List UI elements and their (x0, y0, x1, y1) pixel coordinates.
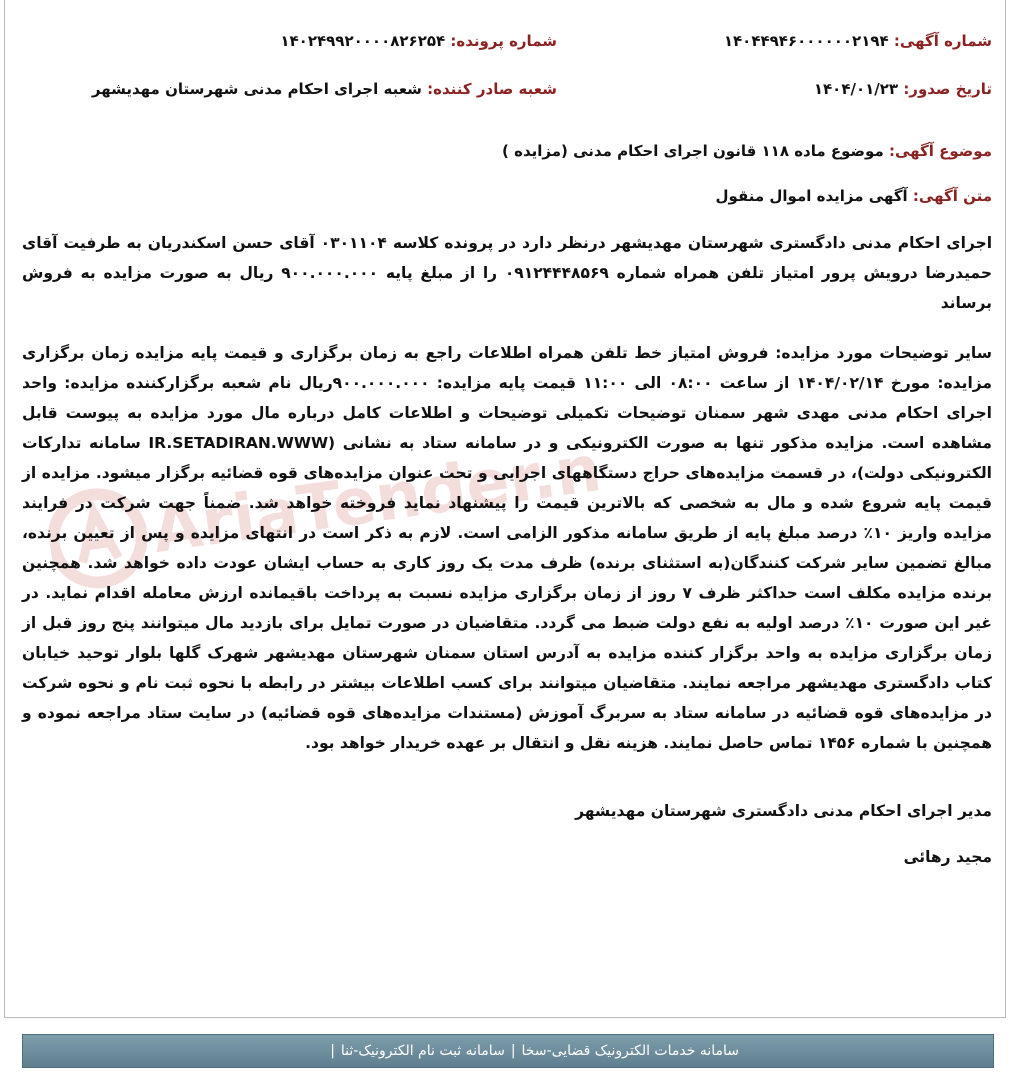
ad-number (724, 32, 992, 50)
paragraph-2: سایر توضیحات مورد مزایده: فروش امتیاز خط تلفن همراه اطلاعات راجع به زمان برگزاری و قیمت پایه مزایده زمان برگزاری مزایده: مورخ ۱۴۰۴/۰۲/۱۴ از ساعت ۰۸:۰۰ الی ۱۱:۰۰ قیمت پایه مزایده: ۹۰۰.۰۰۰.۰۰۰ریال نام شعبه برگزارکننده مزایده: واحد اجرای احکام مدنی مهدی شهر سمنان توضیحات تکمیلی توضیحات و اطلاعات کامل درباره مال مورد مزایده به پیوست قابل مشاهده است. مزایده مذکور تنها به صورت الکترونیکی و در سامانه ستاد به نشانی (IR.SETADIRAN.WWW سامانه تدارکات الکترونیکی دولت)، در قسمت مزایده‌های حراج دستگاههای اجرایی و تحت عنوان مزایده‌های قوه قضائیه برگزار میشود. مزایده از قیمت پایه شروع شده و مال به شخصی که بالاترین قیمت را پیشنهاد نماید فروخته خواهد شد. ضمناً جهت شرکت در فرایند مزایده واریز ۱۰٪ درصد مبلغ پایه از طریق سامانه مذکور الزامی است. لازم به ذکر است در انتهای مزایده و پس از تعیین برنده، مبالغ تضمین سایر شرکت کنندگان(به استثنای برنده) ظرف مدت یک روز کاری به حساب ایشان عودت داده خواهد شد. همچنین برنده مزایده مکلف است حداکثر ظرف ۷ روز از زمان برگزاری مزایده نسبت به پرداخت باقیمانده ارزش معامله اقدام نماید. در غیر این صورت ۱۰٪ درصد اولیه به نفع دولت ضبط می گردد. متقاضیان در صورت تمایل برای بازدید مال میتوانند پنج روز قبل از زمان برگزاری مزایده به واحد برگزار کننده مزایده به آدرس استان سمنان شهرستان مهدیشهر شهرک گلها بلوار توحید خیابان کتاب دادگستری مهدیشهر مراجعه نمایند. متقاضیان میتوانند برای کسب اطلاعات بیشتر در رابطه با نحوه ثبت نام و نحوه شرکت در مزایده‌های قوه قضائیه در سامانه ستاد به سربرگ آموزش (مستندات مزایده‌های قوه قضائیه) در سایت ستاد مراجعه نموده و همچنین با شماره ۱۴۵۶ تماس حاصل نمایند. هزینه نقل و انتقال بر عهده خریدار خواهد بود. (22, 344, 992, 752)
footer-separator: | (510, 1043, 516, 1059)
text-heading-row (18, 187, 992, 213)
case-number-label: شماره پرونده: (450, 32, 557, 50)
case-number (280, 32, 557, 50)
signature-name: مجید رهائی (903, 848, 992, 866)
signature-title: مدیر اجرای احکام مدنی دادگستری شهرستان مهدیشهر (575, 802, 992, 820)
subject-label: موضوع آگهی: (888, 142, 992, 160)
subject-value: موضوع ماده ۱۱۸ قانون اجرای احکام مدنی (مزایده ) (502, 142, 884, 160)
footer-separator-end: | (330, 1043, 335, 1059)
issuer-value: شعبه اجرای احکام مدنی شهرستان مهدیشهر (91, 80, 422, 98)
meta-row-dates (18, 80, 992, 106)
paragraph-1: اجرای احکام مدنی دادگستری شهرستان مهدیشهر درنظر دارد در پرونده کلاسه ۰۳۰۱۱۰۴ آقای حسن اسکندریان به طرفیت آقای حمیدرضا درویش پرور امتیاز تلفن همراه شماره ۰۹۱۲۴۴۴۸۵۶۹ را از مبلغ پایه ۹۰۰.۰۰۰.۰۰۰ ریال به صورت مزایده به فروش برساند (22, 234, 993, 312)
meta-row-numbers (18, 32, 992, 58)
footer-bar (22, 1034, 994, 1068)
subject-row (18, 142, 992, 168)
ad-number-label: شماره آگهی: (893, 32, 992, 50)
watermark-text: AriaTender.net (147, 421, 613, 569)
subject (502, 142, 992, 160)
text-heading (716, 187, 992, 205)
issuer (92, 80, 557, 98)
issue-date-label: تاریخ صدور: (903, 80, 992, 98)
issuer-label: شعبه صادر کننده: (427, 80, 557, 98)
ad-number-value: ۱۴۰۴۴۹۴۶۰۰۰۰۰۰۲۱۹۴ (723, 32, 889, 50)
issue-date-value: ۱۴۰۴/۰۱/۲۳ (813, 80, 899, 98)
footer-link-sakha[interactable]: سامانه خدمات الکترونیک قضایی-سخا (521, 1043, 739, 1059)
text-label: متن آگهی: (912, 187, 992, 205)
issue-date (814, 80, 992, 98)
footer-link-sana[interactable]: سامانه ثبت نام الکترونیک-ثنا (340, 1043, 505, 1059)
case-number-value: ۱۴۰۲۴۹۹۲۰۰۰۰۸۲۶۲۵۴ (280, 32, 446, 50)
text-value: آگهی مزایده اموال منقول (715, 187, 908, 205)
